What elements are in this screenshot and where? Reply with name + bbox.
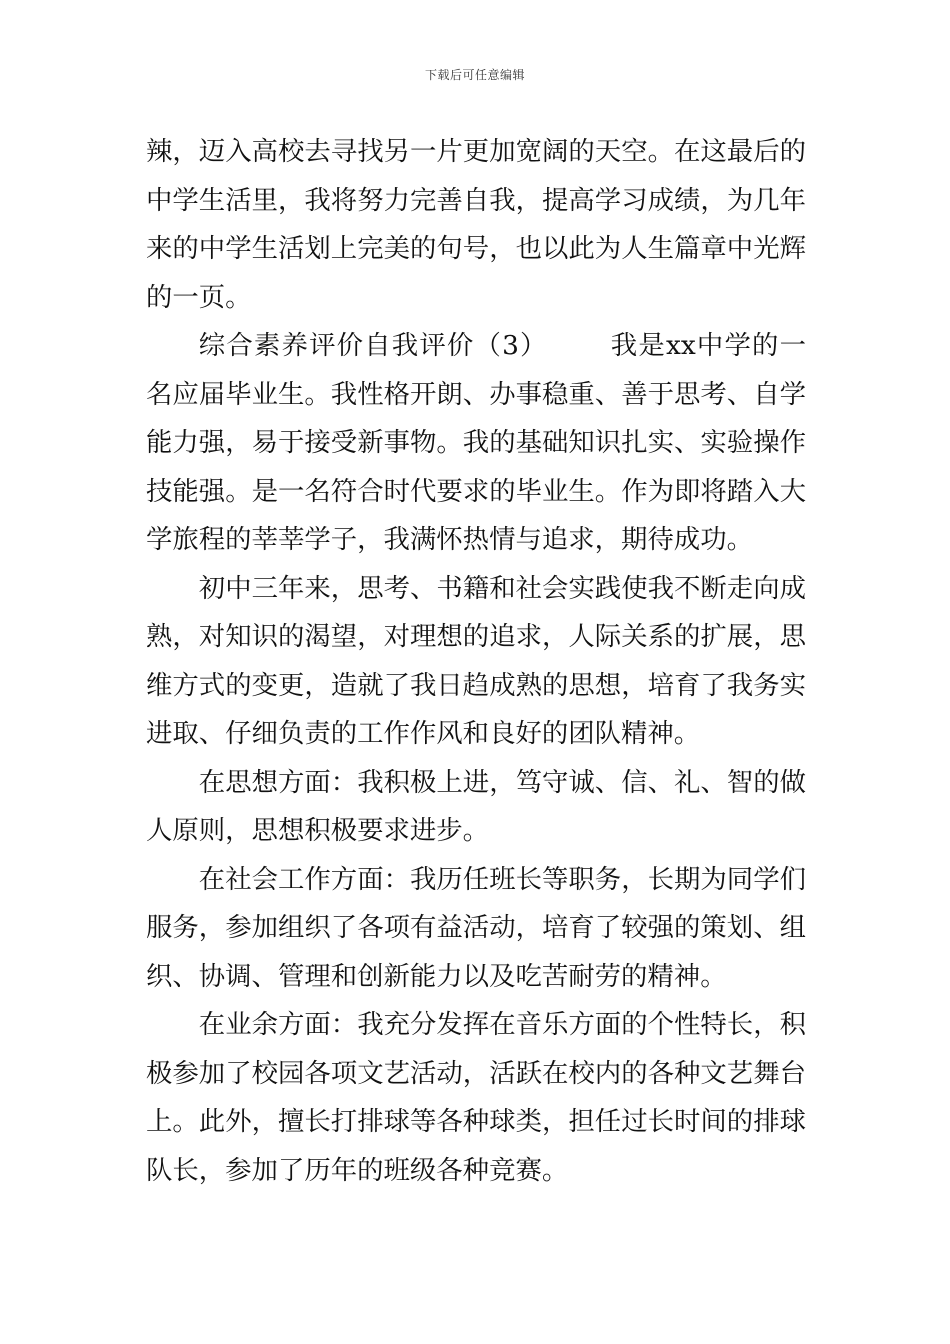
paragraph-leisure: 在业余方面：我充分发挥在音乐方面的个性特长，积极参加了校园各项文艺活动，活跃在校内的各种文艺舞台上。此外，擅长打排球等各种球类，担任过长时间的排球队长，参加了历年的班级各种竞赛。 bbox=[146, 1009, 806, 1186]
paragraph-thought: 在思想方面：我积极上进，笃守诚、信、礼、智的做人原则，思想积极要求进步。 bbox=[146, 766, 806, 846]
section-paragraph bbox=[146, 322, 806, 565]
page-header-note: 下载后可任意编辑 bbox=[424, 68, 525, 82]
paragraph-three-years: 初中三年来，思考、书籍和社会实践使我不断走向成熟，对知识的渴望，对理想的追求，人际关系的扩展，思维方式的变更，造就了我日趋成熟的思想，培育了我务实进取、仔细负责的工作作风和良好的团队精神。 bbox=[146, 572, 806, 749]
paragraph-social-work: 在社会工作方面：我历任班长等职务，长期为同学们服务，参加组织了各项有益活动，培育了较强的策划、组织、协调、管理和创新能力以及吃苦耐劳的精神。 bbox=[146, 863, 806, 992]
section-text: 我是xx中学的一名应届毕业生。我性格开朗、办事稳重、善于思考、自学能力强，易于接受新事物。我的基础知识扎实、实验操作技能强。是一名符合时代要求的毕业生。作为即将踏入大学旅程的莘莘学子，我满怀热情与追求，期待成功。 bbox=[146, 330, 806, 555]
paragraph-continuation: 辣，迈入高校去寻找另一片更加宽阔的天空。在这最后的中学生活里，我将努力完善自我，提高学习成绩，为几年来的中学生活划上完美的句号，也以此为人生篇章中光辉的一页。 bbox=[146, 136, 806, 313]
document-body bbox=[146, 128, 806, 1195]
section-heading: 综合素养评价自我评价（3） bbox=[198, 330, 548, 361]
